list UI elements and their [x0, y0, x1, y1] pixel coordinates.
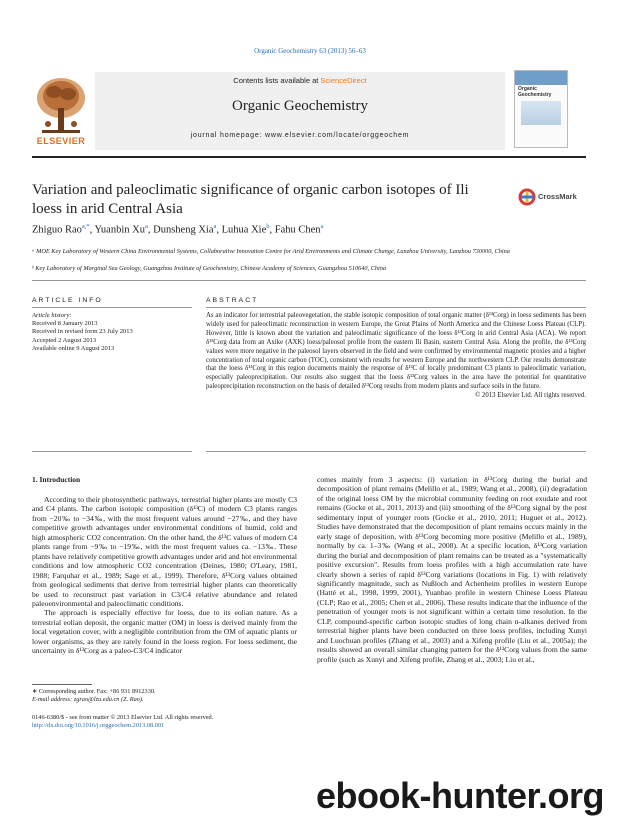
author-name[interactable]: Luhua Xie	[221, 224, 267, 236]
author-affiliation-mark[interactable]: b	[266, 223, 270, 230]
watermark-text: ebook-hunter.org	[316, 775, 604, 816]
section-heading-introduction: 1. Introduction	[32, 475, 81, 484]
elsevier-wordmark: ELSEVIER	[36, 136, 86, 146]
crossmark-label: CrossMark	[538, 192, 577, 201]
corresponding-author: ∗ Corresponding author. Fax: +86 931 8912330.	[32, 688, 156, 695]
affiliation-a: ᵃ MOE Key Laboratory of Western China Environmental Systems, Collaborative Innovation Centre for Arid Environments and Climate Change, Lanzhou University, Lanzhou 730000, China	[32, 248, 510, 255]
doi-link[interactable]: http://dx.doi.org/10.1016/j.orggeochem.2013.08.001	[32, 722, 165, 729]
online-date: Available online 9 August 2013	[32, 344, 115, 352]
article-history	[32, 312, 192, 353]
author-name[interactable]: Zhiguo Rao	[32, 224, 82, 236]
abstract-bottom-divider	[206, 451, 586, 452]
watermark	[316, 775, 620, 821]
author-list: Zhiguo Rao$^{a,*}$, Yuanbin Xu$^a$, Dunsheng Xia$^a$, Luhua Xie$^b$, Fahu Chen$^a$	[32, 223, 324, 236]
article-info-bottom-divider	[32, 451, 192, 452]
article-info-heading: ARTICLE INFO	[32, 297, 103, 304]
author-affiliation-mark[interactable]: a	[213, 223, 217, 230]
copyright-notice: © 2013 Elsevier Ltd. All rights reserved.	[475, 392, 586, 400]
received-date: Received 8 January 2013	[32, 320, 98, 328]
author-affiliation-mark[interactable]: a	[144, 223, 148, 230]
journal-name: Organic Geochemistry	[232, 98, 368, 114]
affiliation-divider	[32, 280, 586, 281]
cover-title: Organic Geochemistry	[518, 86, 552, 98]
body-column-left	[32, 495, 297, 656]
affiliation-b: ᵇ Key Laboratory of Marginal Sea Geology, Guangzhou Institute of Geochemistry, Chinese Academy of Sciences, Guangzhou 510640, China	[32, 265, 387, 272]
author-name[interactable]: Yuanbin Xu	[94, 224, 145, 236]
accepted-date: Accepted 2 August 2013	[32, 336, 97, 344]
contents-line	[95, 76, 505, 85]
journal-cover-thumbnail[interactable]	[514, 70, 568, 148]
header-divider	[32, 156, 586, 158]
front-matter	[32, 714, 297, 730]
crossmark-icon	[518, 188, 536, 206]
intro-paragraph-2: The approach is especially effective for loess, due to its eolian nature. As a terrestrial eolian deposit, the organic matter (OM) in loess is derived mainly from the local vegetation cover, with a negligible contribution from the OM of aquatic plants or lower organisms, as they are rarely found in the loess region. For loess sediment, the uncertainty in δ¹³Corg as a paleo-C3/C4 indicator	[32, 608, 297, 656]
issn-line: 0146-6380/$ - see front matter © 2013 Elsevier Ltd. All rights reserved.	[32, 714, 214, 721]
article-title: Variation and paleoclimatic significance of organic carbon isotopes of Ili loess in arid Central Asia	[32, 182, 469, 217]
journal-citation[interactable]: Organic Geochemistry 63 (2013) 56–63	[254, 47, 366, 55]
abstract-body	[206, 312, 586, 401]
footnote-divider	[32, 684, 92, 685]
contents-prefix: Contents lists available at	[233, 76, 321, 85]
elsevier-tree-logo-icon	[32, 70, 90, 142]
cover-art	[521, 101, 561, 125]
author-affiliation-mark[interactable]: a,*	[81, 223, 90, 230]
footnote	[32, 688, 297, 704]
author-name[interactable]: Dunsheng Xia	[153, 224, 214, 236]
journal-homepage[interactable]: journal homepage: www.elsevier.com/locate/orggeochem	[190, 132, 410, 139]
body-column-right	[317, 475, 587, 664]
abstract-divider	[206, 307, 586, 308]
history-label: Article history:	[32, 312, 72, 319]
sciencedirect-link[interactable]: ScienceDirect	[320, 76, 367, 85]
abstract-heading: ABSTRACT	[206, 297, 259, 304]
intro-paragraph-1: According to their photosynthetic pathways, terrestrial higher plants are mostly C3 and C4 plants. The carbon isotopic composition (δ¹³C) of modern C3 plants ranges from −20‰ to −34‰, with the most frequent values around −27‰, and they have competitive growth advantages under environmental conditions of humid, cold and high atmospheric CO2 concentration. On the other hand, the δ¹³C values of modern C4 plants range from −9‰ to −19‰, with the most frequent values ca. −13‰. These plants have relatively competitive growth advantages under arid and hot environmental conditions and low atmospheric CO2 concentration (Deines, 1980; O'Leary, 1981, 1988; Farquhar et al., 1989; Sage et al., 1999). Therefore, δ¹³Corg values obtained from geological sediments that derive from terrestrial higher plants can theoretically be used to reconstruct past variation in C3/C4 relative abundance and related paleoenvironmental and paleoclimatic conditions.	[32, 495, 297, 608]
author-name[interactable]: Fahu Chen	[274, 224, 321, 236]
abstract-text: As an indicator for terrestrial paleovegetation, the stable isotopic composition of total organic matter (δ¹³Corg) in loess sediments has been widely used for paleoclimatic reconstruction in western Europe, the Great Plains of North America and the Chinese Loess Plateau (CLP). However, little is known about the variation and paleoclimatic significance of the loess δ¹³Corg in arid Central Asia (ACA). We report δ¹³Corg data from an Axike (AXK) loess/paleosol profile from the eastern Ili Basin, eastern Central Asia. Along the profile, the δ¹³Corg values were more negative in the paleosol layers observed in the field and were confirmed by environmental magnetic proxies and a higher concentration of total organic carbon (TOC), consistent with results for western Europe and the northwestern CLP. Our results demonstrate that the loess δ¹³Corg in this region documents mainly the response of δ¹³C of locally predominant C3 plants to paleoclimatic variation, especially paleoprecipitation. Our results also suggest that the loess δ¹³Corg values in the area have the potential for quantitative paleoprecipitation reconstruction on the basis of detailed δ¹³Corg results from modern plants and surface soils in the future.	[206, 312, 586, 391]
revised-date: Received in revised form 23 July 2013	[32, 328, 133, 336]
author-affiliation-mark[interactable]: a	[320, 223, 324, 230]
article-info-divider	[32, 307, 192, 308]
author-email[interactable]: E-mail address: zgrao@lzu.edu.cn (Z. Rao).	[32, 696, 144, 703]
intro-paragraph-3: comes mainly from 3 aspects: (i) variation in δ¹³Corg during the burial and decomposition of plant remains (Melillo et al., 1989; Wang et al., 2008), (ii) degradation of the original loess OM by the microbial community feeding on root exudate and root remains (Gocke et al., 2011, 2013) and (iii) smoothing of the δ¹³Corg signal by the post sedimentary input of younger roots (Gocke et al., 2010, 2011; Huguet et al., 2012). Studies have demonstrated that the decomposition of plant remains occurs mainly in the early stage of deposition, with δ¹³Corg becoming more positive (Melillo et al., 1989), normally by ca. 1–3‰ (Wang et al., 2008). At a specific location, δ¹³Corg variation during the burial and decomposition of plant remains can be treated as a "systematically positive excursion". Results from loess profiles with a high accumulation rate have clearly shown a series of rapid δ¹³Corg variations (locations in Fig. 1) with relatively significantly magnitude, such as Nußloch and Achenheim profiles in western Europe (Hatté et al., 1998, 1999, 2001), Yuanbao profile in western Chinese Loess Plateau (CLP; Rao et al., 2005; Chen et al., 2006). These results indicate that the influence of the penetration of younger roots is not significant within a certain time resolution. In the CLP, compound-specific carbon isotopic studies of long chain n-alkanes derived from terrestrial higher plants have been conducted on three loess profiles, including Xunyi and Luochuan profiles (Zhang et al., 2003) and a Xifeng profile (Liu et al., 2005a); the results showed an overall similar changing pattern for the δ¹³Corg values from the same profile (such as Xunyi and Xifeng profile, Zhang et al., 2003; Liu et al.,	[317, 475, 588, 664]
cover-band	[515, 71, 567, 85]
crossmark-badge[interactable]	[518, 188, 582, 206]
